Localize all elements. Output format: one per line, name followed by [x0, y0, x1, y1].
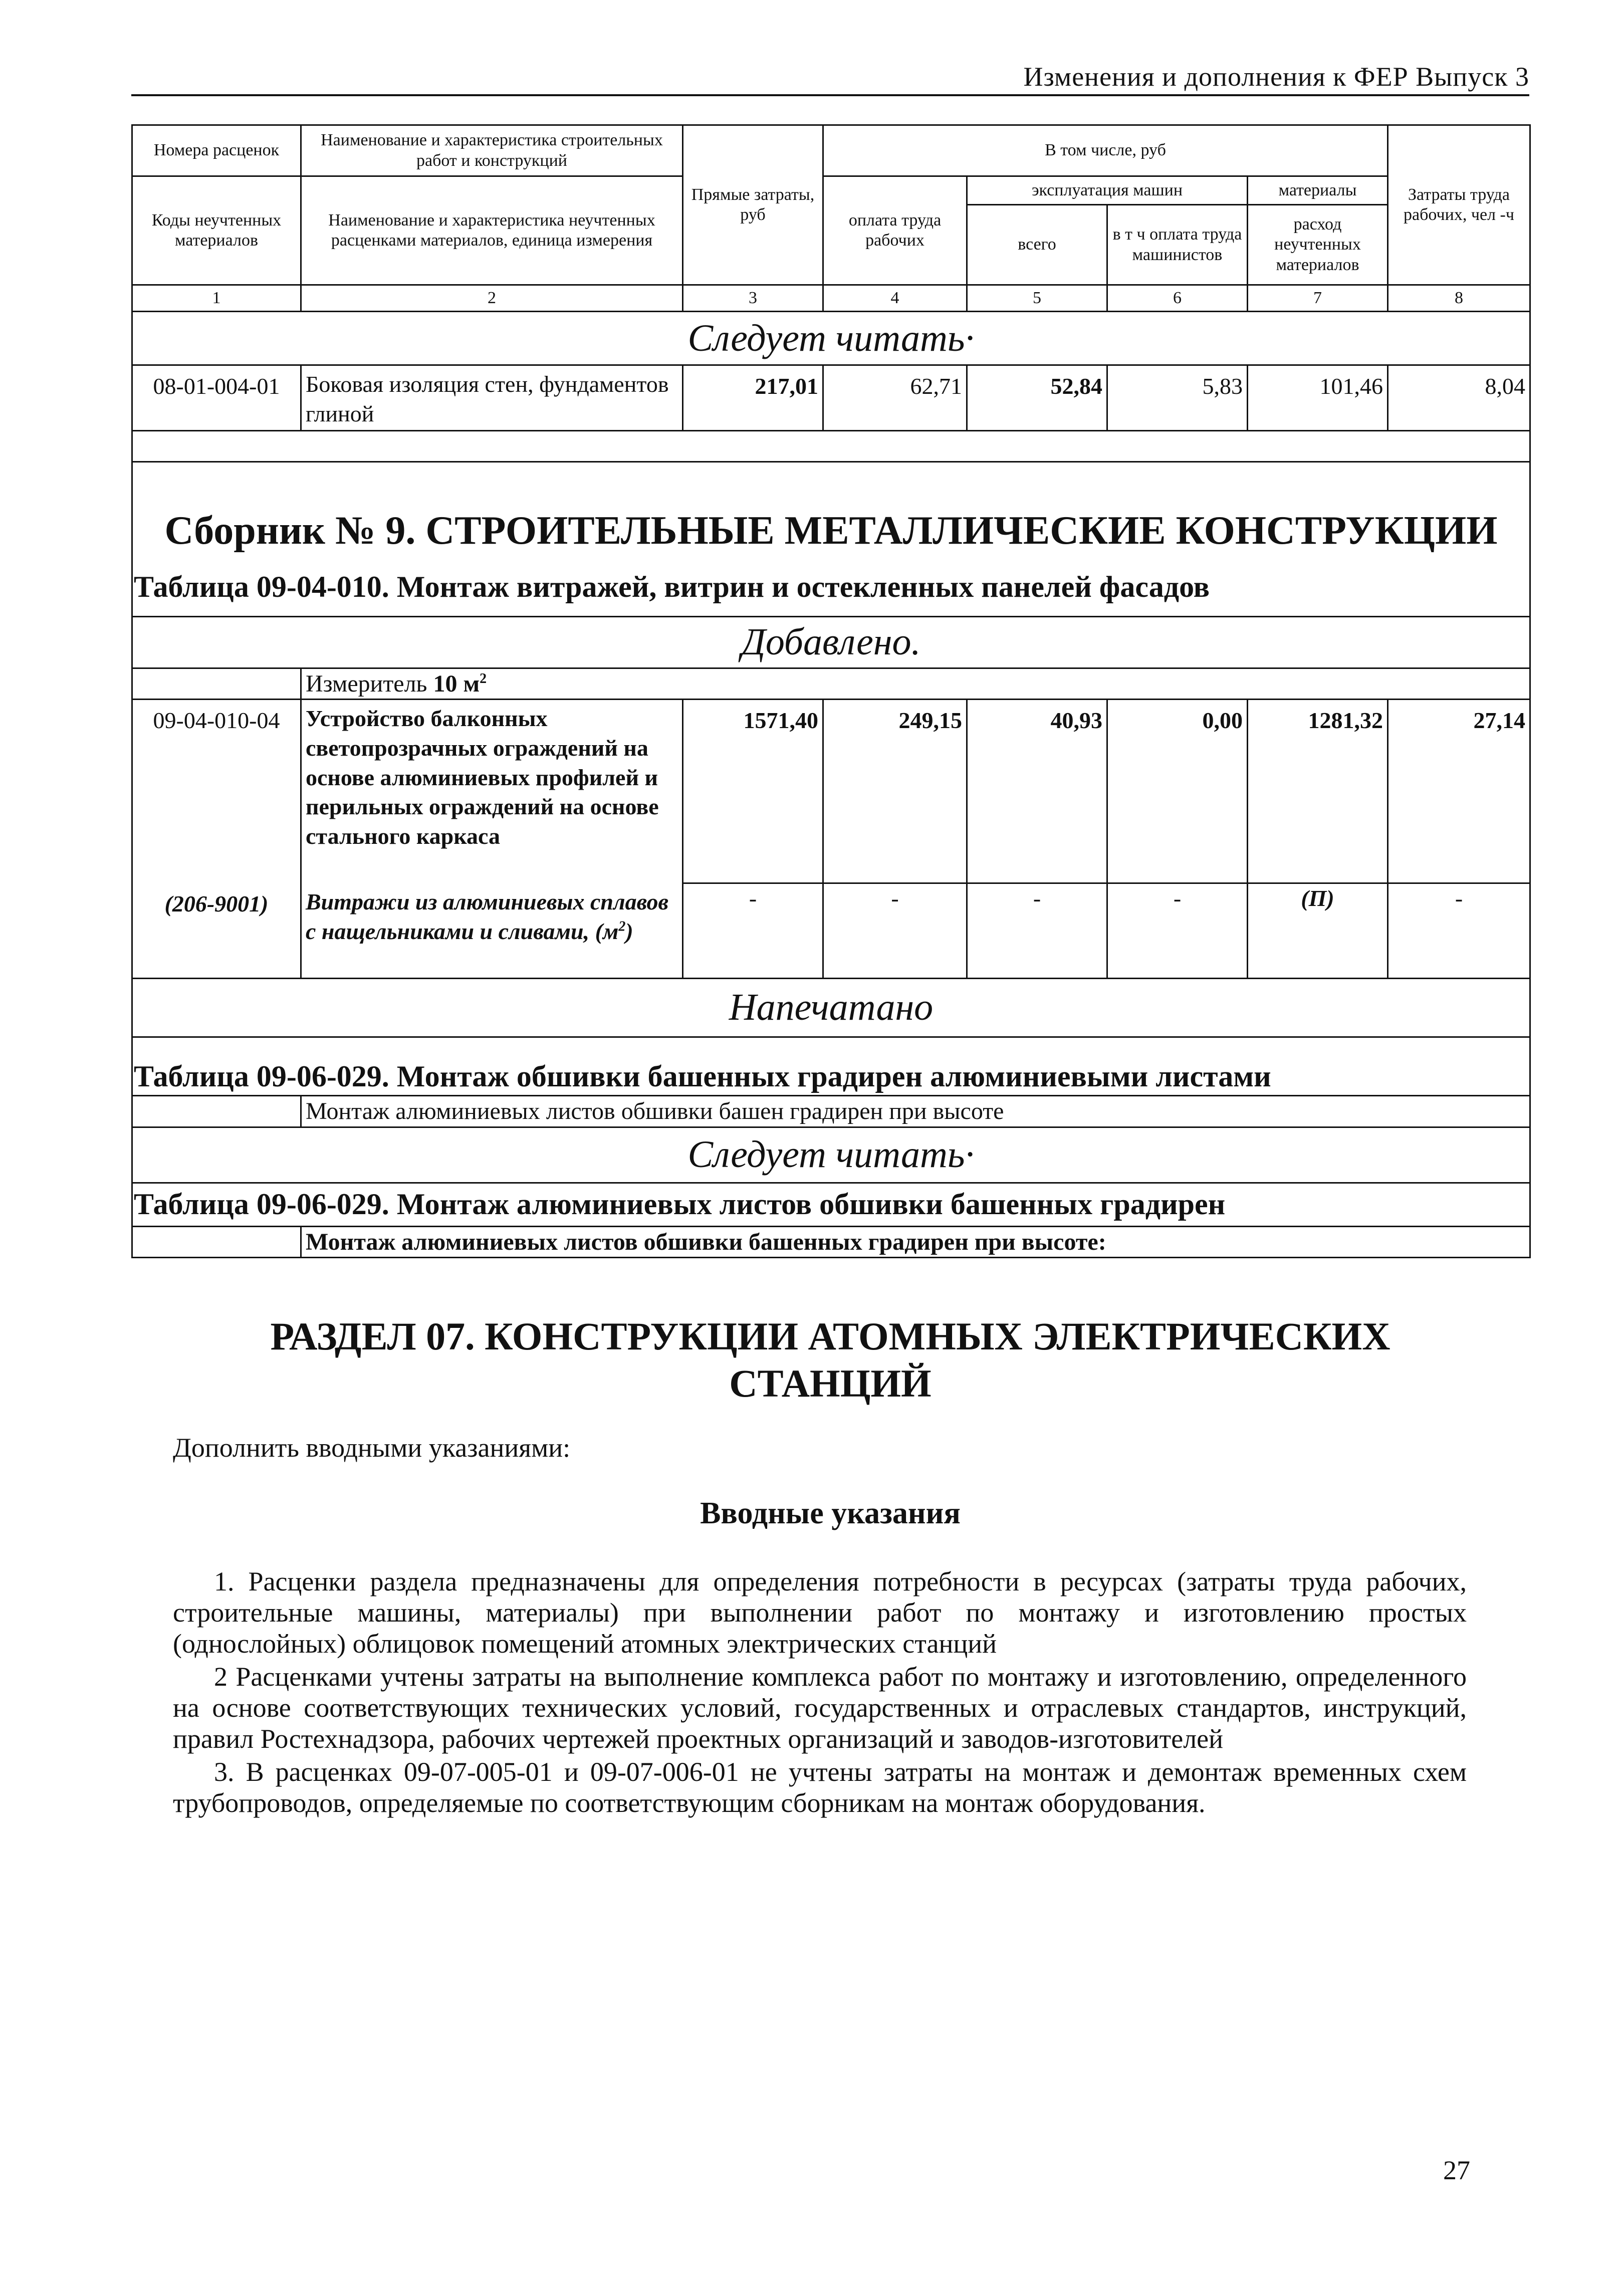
printed-row [132, 978, 1530, 1037]
collection-title: Сборник № 9. СТРОИТЕЛЬНЫЕ МЕТАЛЛИЧЕСКИЕ КОНСТРУКЦИИ [132, 462, 1530, 559]
measure-label: Измеритель [306, 670, 427, 697]
header-materials: материалы [1248, 176, 1388, 205]
table-row [132, 883, 1530, 979]
header-rate-numbers: Номера расценок [132, 125, 301, 176]
section-title-line: СТАНЦИЙ [729, 1361, 932, 1405]
measure-unit [301, 668, 1530, 699]
paragraph: 2 Расценками учтены затраты на выполнение комплекса работ по монтажу и изготовлению, определенного на основе соответствующих технических условий, государственных и отраслевых стандартов, инструкций, правил Ростехнадзора, рабочих чертежей проектных организаций и заводов-изготовителей [173, 1662, 1467, 1754]
header-material-expense: расход неучтенных материалов [1248, 205, 1388, 285]
intro-title: Вводные указания [700, 1496, 961, 1530]
machines-total-value: - [967, 883, 1107, 979]
section-title [131, 1313, 1529, 1407]
section-title-line: РАЗДЕЛ 07. КОНСТРУКЦИИ АТОМНЫХ ЭЛЕКТРИЧЕСКИХ [270, 1314, 1390, 1358]
header-material-name: Наименование и характеристика неучтенных расценками материалов, единица измерения [301, 176, 683, 285]
column-numbers-row [132, 285, 1530, 312]
paragraph: 1. Расценки раздела предназначены для определения потребности в ресурсах (затраты труда рабочих, строительные машины, материалы) при выполнении работ по монтажу и изготовлению простых (однослойных) облицовок помещений атомных электрических станций [173, 1566, 1467, 1659]
header-machines-total: всего [967, 205, 1107, 285]
header-labor-cost: Затраты труда рабочих, чел -ч [1388, 125, 1530, 285]
added-note: Добавлено. [132, 616, 1530, 668]
table-title-row [132, 559, 1530, 617]
header-work-name: Наименование и характеристика строительных работ и конструкций [301, 125, 683, 176]
rate-code: 09-04-010-04 [132, 699, 301, 883]
direct-costs-value: 217,01 [683, 365, 823, 431]
measure-row [132, 668, 1530, 699]
empty-cell [132, 1226, 301, 1257]
header-including: В том числе, руб [823, 125, 1388, 176]
column-number: 1 [132, 285, 301, 312]
header-direct-costs: Прямые затраты, руб [683, 125, 823, 285]
machines-total-value: 40,93 [967, 699, 1107, 883]
read-as-note: Следует читать· [132, 1127, 1530, 1183]
labor-pay-value: 249,15 [823, 699, 967, 883]
direct-costs-value: 1571,40 [683, 699, 823, 883]
column-number: 6 [1107, 285, 1248, 312]
rates-table [131, 124, 1531, 1258]
read-as-note: Следует читать· [132, 312, 1530, 365]
material-name: Витражи из алюминиевых сплавов с нащельниками и сливами, $(м^2)$ [301, 883, 683, 979]
materials-value: (П) [1248, 883, 1388, 979]
added-row [132, 616, 1530, 668]
read-as-row [132, 1127, 1530, 1183]
spacer-row [132, 430, 1530, 462]
table-row [132, 365, 1530, 431]
header-machines: эксплуатация машин [967, 176, 1248, 205]
machinist-pay-value: 0,00 [1107, 699, 1248, 883]
table-title-row [132, 1037, 1530, 1095]
column-number: 3 [683, 285, 823, 312]
header-machinist-pay: в т ч оплата труда машинистов [1107, 205, 1248, 285]
empty-cell [132, 668, 301, 699]
column-number: 5 [967, 285, 1107, 312]
header-labor-pay: оплата труда рабочих [823, 176, 967, 285]
page-number: 27 [1443, 2155, 1470, 2185]
table-title: Таблица 09-06-029. Монтаж обшивки башенных градирен алюминиевыми листами [132, 1037, 1530, 1095]
empty-cell [132, 1095, 301, 1127]
table-row [132, 699, 1530, 883]
labor-cost-value: - [1388, 883, 1530, 979]
table-subtitle: Монтаж алюминиевых листов обшивки башен градирен при высоте [301, 1095, 1530, 1127]
rate-code: 08-01-004-01 [132, 365, 301, 431]
empty-cell [132, 430, 1530, 462]
machines-total-value: 52,84 [967, 365, 1107, 431]
paragraph: 3. В расценках 09-07-005-01 и 09-07-006-01 не учтены затраты на монтаж и демонтаж временных схем трубопроводов, определяемые по соответствующим сборникам на монтаж оборудования. [173, 1757, 1467, 1818]
labor-cost-value: 8,04 [1388, 365, 1530, 431]
rate-name: Устройство балконных светопрозрачных ограждений на основе алюминиевых профилей и перильных ограждений на основе стального каркаса [301, 699, 683, 883]
direct-costs-value: - [683, 883, 823, 979]
table-title: Таблица 09-04-010. Монтаж витражей, витрин и остекленных панелей фасадов [132, 559, 1530, 617]
materials-value: 1281,32 [1248, 699, 1388, 883]
header-row-1 [132, 125, 1530, 176]
page-header: Изменения и дополнения к ФЕР Выпуск 3 [131, 61, 1529, 96]
table-title: Таблица 09-06-029. Монтаж алюминиевых листов обшивки башенных градирен [132, 1183, 1530, 1226]
subtitle-row [132, 1095, 1530, 1127]
machinist-pay-value: - [1107, 883, 1248, 979]
machinist-pay-value: 5,83 [1107, 365, 1248, 431]
collection-title-row [132, 462, 1530, 559]
labor-cost-value: 27,14 [1388, 699, 1530, 883]
header-row-2 [132, 176, 1530, 205]
column-number: 4 [823, 285, 967, 312]
header-material-codes: Коды неучтенных материалов [132, 176, 301, 285]
supplement-note: Дополнить вводными указаниями: [173, 1433, 571, 1463]
read-as-row [132, 312, 1530, 365]
subtitle-row [132, 1226, 1530, 1257]
table-subtitle: Монтаж алюминиевых листов обшивки башенных градирен при высоте: [301, 1226, 1530, 1257]
labor-pay-value: - [823, 883, 967, 979]
labor-pay-value: 62,71 [823, 365, 967, 431]
rate-name: Боковая изоляция стен, фундаментов глиной [301, 365, 683, 431]
printed-note: Напечатано [132, 978, 1530, 1037]
column-number: 2 [301, 285, 683, 312]
material-code: (206-9001) [132, 883, 301, 979]
materials-value: 101,46 [1248, 365, 1388, 431]
table-title-row [132, 1183, 1530, 1226]
column-number: 7 [1248, 285, 1388, 312]
column-number: 8 [1388, 285, 1530, 312]
measure-value: 10 $м^2$ [433, 670, 487, 697]
